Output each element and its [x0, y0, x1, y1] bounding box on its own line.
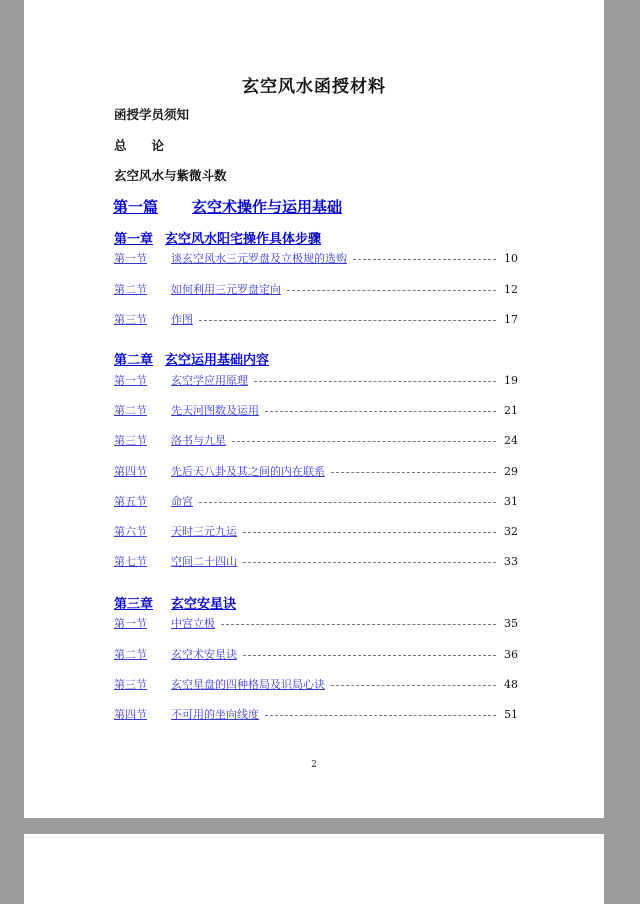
section-title: 玄空星盘的四种格局及识局心诀	[171, 678, 325, 691]
toc-entry-3-2[interactable]	[114, 646, 518, 662]
section-title: 如何利用三元罗盘定向	[171, 283, 281, 296]
leader-dots	[243, 562, 496, 563]
page-ref: 36	[504, 647, 518, 661]
section-number: 第二节	[114, 648, 147, 661]
part-title: 玄空术操作与运用基础	[192, 198, 343, 216]
section-title: 命宫	[171, 495, 193, 508]
toc-entry-3-1[interactable]	[114, 615, 518, 631]
chapter-title: 玄空风水阳宅操作具体步骤	[165, 232, 322, 247]
page-ref: 10	[504, 251, 518, 265]
leader-dots	[331, 472, 496, 473]
toc-entry-2-6[interactable]	[114, 523, 518, 539]
toc-entry-3-4[interactable]	[114, 706, 518, 722]
page-ref: 12	[504, 282, 518, 296]
leader-dots	[199, 320, 496, 321]
toc-entry-2-7[interactable]	[114, 553, 518, 569]
part-label: 第一篇	[113, 198, 159, 216]
leader-dots	[243, 655, 496, 656]
section-number: 第二节	[114, 283, 147, 296]
chapter-3-link[interactable]	[114, 593, 236, 612]
section-title: 洛书与九星	[171, 434, 226, 447]
leader-dots	[243, 532, 496, 533]
toc-entry-2-3[interactable]	[114, 432, 518, 448]
section-title: 空间二十四山	[171, 555, 237, 568]
page-number: 2	[311, 760, 317, 770]
chapter-2-link[interactable]	[114, 349, 269, 368]
chapter-label: 第一章	[114, 232, 154, 247]
page-ref: 48	[504, 677, 518, 691]
page-ref: 19	[504, 373, 518, 387]
toc-entry-1-1[interactable]	[114, 250, 518, 266]
section-number: 第三节	[114, 434, 147, 447]
section-number: 第五节	[114, 495, 147, 508]
section-number: 第二节	[114, 404, 147, 417]
toc-entry-2-5[interactable]	[114, 493, 518, 509]
section-title: 中宫立极	[171, 617, 215, 630]
leader-dots	[331, 685, 496, 686]
section-title: 先后天八卦及其之间的内在联系	[171, 465, 325, 478]
chapter-label: 第二章	[114, 353, 154, 368]
intro-overview-heading: 总 论	[114, 138, 165, 153]
document-page	[24, 0, 604, 818]
leader-dots	[221, 624, 496, 625]
toc-entry-2-4[interactable]	[114, 463, 518, 479]
leader-dots	[353, 259, 496, 260]
leader-dots	[265, 715, 496, 716]
page-ref: 29	[504, 464, 518, 478]
leader-dots	[254, 381, 496, 382]
page-ref: 31	[504, 494, 518, 508]
section-title: 不可用的坐向线度	[171, 708, 259, 721]
leader-dots	[199, 502, 496, 503]
leader-dots	[265, 411, 496, 412]
section-number: 第四节	[114, 708, 147, 721]
page-ref: 35	[504, 616, 518, 630]
page-ref: 21	[504, 403, 518, 417]
section-number: 第一节	[114, 252, 147, 265]
toc-entry-2-1[interactable]	[114, 372, 518, 388]
section-title: 谈玄空风水三元罗盘及立极规的选购	[171, 252, 347, 265]
page-ref: 17	[504, 312, 518, 326]
section-number: 第三节	[114, 313, 147, 326]
intro-ziwei-heading: 玄空风水与紫微斗数	[114, 168, 227, 183]
section-title: 先天河图数及运用	[171, 404, 259, 417]
section-title: 玄空学应用原理	[171, 374, 248, 387]
intro-notice-heading: 函授学员须知	[114, 107, 190, 122]
toc-entry-2-2[interactable]	[114, 402, 518, 418]
section-title: 作图	[171, 313, 193, 326]
page-ref: 51	[504, 707, 518, 721]
section-title: 天时三元九运	[171, 525, 237, 538]
section-number: 第六节	[114, 525, 147, 538]
chapter-1-link[interactable]	[114, 228, 321, 247]
section-number: 第四节	[114, 465, 147, 478]
section-number: 第一节	[114, 374, 147, 387]
toc-entry-1-3[interactable]	[114, 311, 518, 327]
leader-dots	[287, 290, 496, 291]
section-number: 第一节	[114, 617, 147, 630]
chapter-title: 玄空运用基础内容	[165, 353, 270, 368]
section-number: 第七节	[114, 555, 147, 568]
section-title: 玄空术安星诀	[171, 648, 237, 661]
toc-entry-3-3[interactable]	[114, 676, 518, 692]
chapter-title: 玄空安星诀	[171, 597, 237, 612]
leader-dots	[232, 441, 496, 442]
toc-entry-1-2[interactable]	[114, 281, 518, 297]
document-title: 玄空风水函授材料	[242, 77, 386, 97]
chapter-label: 第三章	[114, 597, 154, 612]
section-number: 第三节	[114, 678, 147, 691]
part-heading-link[interactable]	[113, 196, 342, 217]
page-ref: 24	[504, 433, 518, 447]
page-ref: 33	[504, 554, 518, 568]
page-ref: 32	[504, 524, 518, 538]
next-page	[24, 834, 604, 904]
